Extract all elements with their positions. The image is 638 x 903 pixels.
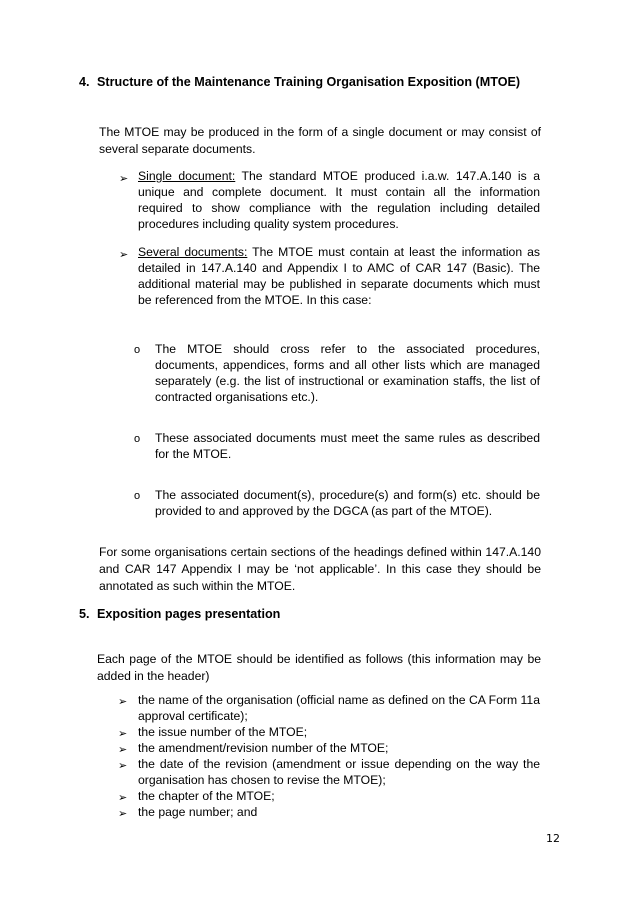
page-number: 12 <box>546 832 560 845</box>
circle-bullet-icon: o <box>134 433 141 445</box>
section-4-title: Structure of the Maintenance Training Organisation Exposition (MTOE) <box>97 75 521 89</box>
section-4-number: 4. <box>79 75 90 89</box>
arrow-bullet-icon: ➢ <box>118 744 128 756</box>
bullet-term: Single document: <box>138 169 236 183</box>
arrow-bullet-icon: ➢ <box>118 696 128 708</box>
list-item: the date of the revision (amendment or issue depending on the way the organisation has chosen to revise the MTOE); <box>138 757 540 787</box>
section-4-intro: The MTOE may be produced in the form of a single document or may consist of several separate documents. <box>99 125 541 156</box>
section-5-title: Exposition pages presentation <box>97 607 281 621</box>
list-item: the amendment/revision number of the MTOE; <box>138 741 389 755</box>
bullet-text: The standard MTOE produced i.a.w. 147.A.140 is a unique and complete document. It must contain all the information required to show compliance with the regulation including detailed procedures including quality system procedures. <box>138 169 540 231</box>
bullet-single-document <box>138 168 540 232</box>
section-4-closing: For some organisations certain sections of the headings defined within 147.A.140 and CAR 147 Appendix I may be ‘not applicable’. In this case they should be annotated as such within the MTOE. <box>99 545 541 593</box>
arrow-bullet-icon: ➢ <box>119 249 129 261</box>
subbullet-cross-refer: The MTOE should cross refer to the associated procedures, documents, appendices, forms and all other lists which are managed separately (e.g. the list of instructional or examination staffs, the list of contracted organisations etc.). <box>155 342 540 404</box>
bullet-several-documents <box>138 244 540 308</box>
circle-bullet-icon: o <box>134 490 141 502</box>
section-4-heading <box>79 75 520 89</box>
arrow-bullet-icon: ➢ <box>119 173 129 185</box>
list-item: the page number; and <box>138 805 258 819</box>
bullet-text: The MTOE must contain at least the information as detailed in 147.A.140 and Appendix I to AMC of CAR 147 (Basic). The additional material may be published in separate documents which must be referenced from the MTOE. In this case: <box>138 245 540 307</box>
section-5-intro: Each page of the MTOE should be identified as follows (this information may be added in the header) <box>97 652 541 683</box>
subbullet-approved-dgca: The associated document(s), procedure(s) and form(s) etc. should be provided to and approved by the DGCA (as part of the MTOE). <box>155 488 540 518</box>
circle-bullet-icon: o <box>134 344 141 356</box>
section-5-heading <box>79 607 280 621</box>
list-item: the name of the organisation (official name as defined on the CA Form 11a approval certificate); <box>138 693 540 723</box>
subbullet-same-rules: These associated documents must meet the same rules as described for the MTOE. <box>155 431 540 461</box>
arrow-bullet-icon: ➢ <box>118 728 128 740</box>
list-item: the issue number of the MTOE; <box>138 725 308 739</box>
bullet-term: Several documents: <box>138 245 248 259</box>
section-5-number: 5. <box>79 607 90 621</box>
list-item: the chapter of the MTOE; <box>138 789 275 803</box>
arrow-bullet-icon: ➢ <box>118 792 128 804</box>
arrow-bullet-icon: ➢ <box>118 808 128 820</box>
arrow-bullet-icon: ➢ <box>118 760 128 772</box>
